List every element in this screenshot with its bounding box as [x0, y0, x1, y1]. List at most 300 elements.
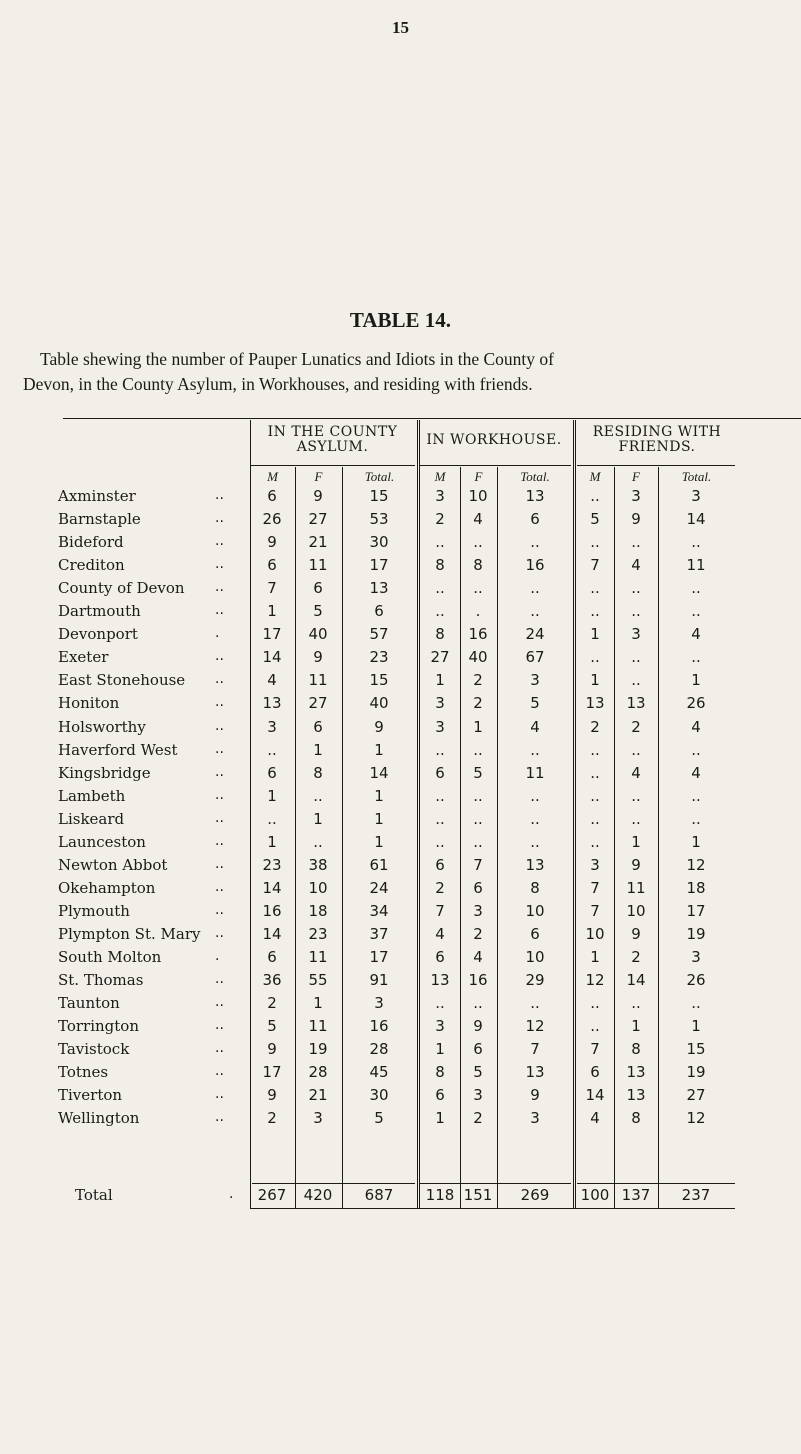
cell-value: 10 — [525, 902, 545, 920]
cell-value: 19 — [686, 1063, 706, 1081]
total-rule — [252, 1183, 415, 1184]
cell-value: 29 — [525, 971, 545, 989]
cell-value: 12 — [686, 856, 706, 874]
cell-value: 11 — [686, 556, 706, 574]
dot-leader: .. — [215, 694, 224, 710]
dot-leader: .. — [215, 994, 224, 1010]
row-name: Newton Abbot — [58, 856, 168, 874]
dot-leader: .. — [215, 764, 224, 780]
subheader-workhouse-total: Total. — [520, 469, 550, 484]
cell-value: .. — [590, 787, 600, 805]
cell-value: 15 — [369, 487, 389, 505]
dot-leader: .. — [215, 856, 224, 872]
cell-value: 8 — [530, 879, 540, 897]
row-name: Devonport — [58, 625, 138, 643]
row-name: Launceston — [58, 833, 146, 851]
cell-value: 6 — [267, 948, 277, 966]
table-row — [0, 902, 801, 924]
table-row — [0, 856, 801, 878]
cell-value: .. — [530, 994, 540, 1012]
cell-value: 4 — [435, 925, 445, 943]
cell-value: 8 — [631, 1109, 641, 1127]
total-row — [0, 1186, 801, 1208]
cell-value: 5 — [473, 1063, 483, 1081]
dot-leader: .. — [215, 787, 224, 803]
row-name: Dartmouth — [58, 602, 141, 620]
cell-value: 2 — [631, 948, 641, 966]
header-asylum-line-2: ASYLUM. — [296, 439, 369, 455]
cell-value: 1 — [374, 810, 384, 828]
cell-value: 9 — [267, 533, 277, 551]
cell-value: 24 — [525, 625, 545, 643]
row-name: Crediton — [58, 556, 125, 574]
cell-value: .. — [590, 833, 600, 851]
header-rule — [419, 465, 571, 466]
table-row — [0, 510, 801, 532]
cell-value: 13 — [525, 1063, 545, 1081]
cell-value: 1 — [267, 602, 277, 620]
row-name: St. Thomas — [58, 971, 144, 989]
cell-value: 7 — [590, 902, 600, 920]
cell-value: 24 — [369, 879, 389, 897]
cell-value: 16 — [369, 1017, 389, 1035]
header-asylum-line-1: IN THE COUNTY — [267, 424, 398, 440]
cell-value: .. — [590, 648, 600, 666]
cell-value: 40 — [369, 694, 389, 712]
cell-value: 1 — [590, 948, 600, 966]
cell-value: 13 — [585, 694, 605, 712]
row-name: Okehampton — [58, 879, 156, 897]
cell-value: 1 — [631, 1017, 641, 1035]
cell-value: 23 — [308, 925, 328, 943]
cell-value: 3 — [590, 856, 600, 874]
cell-value: 40 — [468, 648, 488, 666]
dot-leader: .. — [215, 1086, 224, 1102]
row-name: East Stonehouse — [58, 671, 186, 689]
cell-value: .. — [473, 994, 483, 1012]
row-name: Haverford West — [58, 741, 178, 759]
table-row — [0, 694, 801, 716]
cell-value: 4 — [691, 764, 701, 782]
subheader-friends-total: Total. — [681, 469, 712, 484]
total-rule — [577, 1183, 735, 1184]
cell-value: 420 — [303, 1186, 333, 1204]
cell-value: 28 — [369, 1040, 389, 1058]
cell-value: .. — [530, 741, 540, 759]
cell-value: 17 — [262, 1063, 282, 1081]
cell-value: 1 — [691, 671, 701, 689]
cell-value: 7 — [590, 1040, 600, 1058]
cell-value: 3 — [435, 718, 445, 736]
cell-value: 7 — [267, 579, 277, 597]
cell-value: 1 — [374, 741, 384, 759]
cell-value: 1 — [631, 833, 641, 851]
cell-value: 4 — [631, 556, 641, 574]
cell-value: .. — [313, 833, 323, 851]
subheader-workhouse-m: M — [434, 469, 446, 484]
cell-value: .. — [435, 994, 445, 1012]
cell-value: 37 — [369, 925, 389, 943]
cell-value: .. — [530, 579, 540, 597]
cell-value: 21 — [308, 1086, 328, 1104]
cell-value: 55 — [308, 971, 328, 989]
table-row — [0, 625, 801, 647]
cell-value: 4 — [473, 948, 483, 966]
cell-value: 3 — [530, 1109, 540, 1127]
cell-value: .. — [631, 648, 641, 666]
cell-value: 14 — [686, 510, 706, 528]
cell-value: 38 — [308, 856, 328, 874]
row-name: Lambeth — [58, 787, 126, 805]
cell-value: 267 — [257, 1186, 287, 1204]
page-number: 15 — [392, 18, 409, 37]
cell-value: 1 — [590, 671, 600, 689]
subheader-asylum-f: F — [314, 469, 323, 484]
table-row — [0, 579, 801, 601]
row-name: County of Devon — [58, 579, 185, 597]
cell-value: 2 — [590, 718, 600, 736]
cell-value: 3 — [267, 718, 277, 736]
cell-value: 237 — [681, 1186, 711, 1204]
cell-value: 4 — [691, 625, 701, 643]
cell-value: 6 — [267, 487, 277, 505]
row-name: Torrington — [58, 1017, 139, 1035]
header-workhouse — [419, 433, 569, 448]
table-row — [0, 602, 801, 624]
dot-leader: .. — [215, 648, 224, 664]
cell-value: 19 — [686, 925, 706, 943]
cell-value: 7 — [590, 879, 600, 897]
dot-leader: .. — [215, 925, 224, 941]
cell-value: 16 — [525, 556, 545, 574]
dot-leader: .. — [215, 487, 224, 503]
cell-value: 6 — [313, 718, 323, 736]
header-workhouse-line-1: IN WORKHOUSE. — [426, 432, 562, 448]
cell-value: 269 — [520, 1186, 550, 1204]
table-row — [0, 1063, 801, 1085]
table-row — [0, 879, 801, 901]
cell-value: 18 — [686, 879, 706, 897]
header-friends-line-1: RESIDING WITH — [592, 424, 722, 440]
cell-value: 11 — [525, 764, 545, 782]
cell-value: 17 — [369, 948, 389, 966]
cell-value: 2 — [473, 1109, 483, 1127]
row-name: Tavistock — [58, 1040, 130, 1058]
cell-value: 17 — [369, 556, 389, 574]
cell-value: 10 — [308, 879, 328, 897]
cell-value: .. — [530, 602, 540, 620]
cell-value: 6 — [530, 925, 540, 943]
cell-value: 3 — [691, 487, 701, 505]
cell-value: 14 — [262, 879, 282, 897]
cell-value: 13 — [525, 856, 545, 874]
cell-value: 45 — [369, 1063, 389, 1081]
cell-value: 11 — [308, 1017, 328, 1035]
header-friends-line-2: FRIENDS. — [618, 439, 696, 455]
cell-value: 3 — [691, 948, 701, 966]
cell-value: 53 — [369, 510, 389, 528]
cell-value: 57 — [369, 625, 389, 643]
cell-value: .. — [530, 810, 540, 828]
dot-leader: .. — [215, 879, 224, 895]
cell-value: 3 — [435, 1017, 445, 1035]
cell-value: 17 — [262, 625, 282, 643]
cell-value: .. — [267, 810, 277, 828]
caption — [23, 347, 801, 397]
cell-value: 1 — [435, 1109, 445, 1127]
caption-line-2: Devon, in the County Asylum, in Workhouses, and residing with friends. — [23, 374, 533, 394]
cell-value: 1 — [691, 1017, 701, 1035]
cell-value: 6 — [435, 1086, 445, 1104]
cell-value: .. — [530, 833, 540, 851]
row-name: South Molton — [58, 948, 162, 966]
table-row — [0, 741, 801, 763]
subheader-asylum-m: M — [267, 469, 278, 484]
cell-value: 5 — [374, 1109, 384, 1127]
row-name: Liskeard — [58, 810, 125, 828]
cell-value: 7 — [530, 1040, 540, 1058]
caption-line-1: Table shewing the number of Pauper Lunatics and Idiots in the County of — [40, 349, 554, 369]
cell-value: 3 — [473, 902, 483, 920]
cell-value: 23 — [369, 648, 389, 666]
cell-value: 6 — [435, 856, 445, 874]
cell-value: .. — [631, 787, 641, 805]
row-name: Barnstaple — [58, 510, 141, 528]
row-name: Tiverton — [58, 1086, 123, 1104]
cell-value: 687 — [364, 1186, 394, 1204]
cell-value: 3 — [473, 1086, 483, 1104]
cell-value: .. — [691, 810, 701, 828]
subheader-friends-m: M — [589, 469, 601, 484]
cell-value: 30 — [369, 1086, 389, 1104]
cell-value: 30 — [369, 533, 389, 551]
cell-value: 9 — [313, 648, 323, 666]
subheader-asylum-total: Total. — [364, 469, 395, 484]
cell-value: 19 — [308, 1040, 328, 1058]
cell-value: .. — [435, 533, 445, 551]
cell-value: . — [475, 602, 481, 620]
cell-value: 2 — [631, 718, 641, 736]
cell-value: .. — [530, 533, 540, 551]
cell-value: .. — [267, 741, 277, 759]
cell-value: .. — [313, 787, 323, 805]
dot-leader: .. — [215, 671, 224, 687]
cell-value: 13 — [369, 579, 389, 597]
cell-value: .. — [435, 602, 445, 620]
dot-leader: .. — [215, 533, 224, 549]
cell-value: 3 — [374, 994, 384, 1012]
dot-leader: .. — [215, 971, 224, 987]
cell-value: 27 — [308, 510, 328, 528]
cell-value: 11 — [308, 948, 328, 966]
cell-value: 14 — [369, 764, 389, 782]
row-name: Bideford — [58, 533, 124, 551]
table-row — [0, 948, 801, 970]
subheader-friends-f: F — [632, 469, 640, 484]
header-friends — [577, 425, 737, 455]
cell-value: 1 — [267, 833, 277, 851]
cell-value: 26 — [262, 510, 282, 528]
cell-value: 8 — [435, 1063, 445, 1081]
cell-value: 10 — [468, 487, 488, 505]
cell-value: 6 — [435, 948, 445, 966]
cell-value: .. — [631, 810, 641, 828]
cell-value: 4 — [691, 718, 701, 736]
cell-value: 3 — [631, 625, 641, 643]
table-row — [0, 556, 801, 578]
cell-value: 118 — [425, 1186, 455, 1204]
cell-value: 9 — [631, 856, 641, 874]
cell-value: .. — [691, 602, 701, 620]
dot-leader: .. — [215, 741, 224, 757]
cell-value: 11 — [626, 879, 646, 897]
cell-value: 5 — [313, 602, 323, 620]
cell-value: 13 — [626, 694, 646, 712]
cell-value: 2 — [267, 994, 277, 1012]
row-name: Plympton St. Mary — [58, 925, 201, 943]
cell-value: 13 — [430, 971, 450, 989]
row-name: Plymouth — [58, 902, 130, 920]
cell-value: .. — [435, 787, 445, 805]
cell-value: 1 — [267, 787, 277, 805]
cell-value: .. — [590, 741, 600, 759]
cell-value: .. — [530, 787, 540, 805]
cell-value: 16 — [468, 971, 488, 989]
cell-value: 40 — [308, 625, 328, 643]
cell-value: 11 — [308, 556, 328, 574]
cell-value: 10 — [626, 902, 646, 920]
cell-value: 9 — [631, 925, 641, 943]
cell-value: 15 — [369, 671, 389, 689]
cell-value: .. — [691, 787, 701, 805]
cell-value: 3 — [631, 487, 641, 505]
cell-value: .. — [590, 533, 600, 551]
cell-value: .. — [691, 579, 701, 597]
cell-value: 6 — [267, 764, 277, 782]
cell-value: 100 — [580, 1186, 610, 1204]
cell-value: 13 — [525, 487, 545, 505]
dot-leader: . — [229, 1186, 234, 1202]
cell-value: 27 — [308, 694, 328, 712]
table-row — [0, 833, 801, 855]
dot-leader: . — [215, 625, 220, 641]
cell-value: 1 — [691, 833, 701, 851]
cell-value: 5 — [530, 694, 540, 712]
table-row — [0, 1040, 801, 1062]
cell-value: 3 — [530, 671, 540, 689]
cell-value: 9 — [631, 510, 641, 528]
table-row — [0, 810, 801, 832]
dot-leader: .. — [215, 602, 224, 618]
cell-value: 12 — [585, 971, 605, 989]
cell-value: 61 — [369, 856, 389, 874]
row-name: Holsworthy — [58, 718, 146, 736]
cell-value: .. — [590, 602, 600, 620]
cell-value: 2 — [435, 879, 445, 897]
cell-value: 16 — [262, 902, 282, 920]
cell-value: .. — [631, 602, 641, 620]
cell-value: 14 — [626, 971, 646, 989]
row-name: Axminster — [58, 487, 136, 505]
table-row — [0, 671, 801, 693]
cell-value: 2 — [435, 510, 445, 528]
dot-leader: .. — [215, 1109, 224, 1125]
cell-value: 26 — [686, 694, 706, 712]
cell-value: 1 — [374, 833, 384, 851]
row-name: Exeter — [58, 648, 109, 666]
cell-value: .. — [435, 810, 445, 828]
dot-leader: .. — [215, 1040, 224, 1056]
cell-value: 10 — [585, 925, 605, 943]
cell-value: .. — [473, 533, 483, 551]
cell-value: .. — [473, 833, 483, 851]
table-row — [0, 971, 801, 993]
cell-value: 14 — [262, 925, 282, 943]
cell-value: 4 — [473, 510, 483, 528]
cell-value: 16 — [468, 625, 488, 643]
cell-value: 6 — [435, 764, 445, 782]
cell-value: 5 — [267, 1017, 277, 1035]
cell-value: 4 — [530, 718, 540, 736]
cell-value: 9 — [374, 718, 384, 736]
cell-value: 14 — [585, 1086, 605, 1104]
dot-leader: .. — [215, 510, 224, 526]
total-rule — [420, 1183, 571, 1184]
table-row — [0, 764, 801, 786]
subheader-workhouse-f: F — [474, 469, 483, 484]
cell-value: .. — [473, 741, 483, 759]
cell-value: 3 — [313, 1109, 323, 1127]
cell-value: 5 — [473, 764, 483, 782]
row-name: Wellington — [58, 1109, 140, 1127]
table-row — [0, 533, 801, 555]
cell-value: 7 — [473, 856, 483, 874]
cell-value: .. — [631, 579, 641, 597]
cell-value: 10 — [525, 948, 545, 966]
cell-value: .. — [691, 648, 701, 666]
cell-value: 151 — [463, 1186, 493, 1204]
cell-value: 18 — [308, 902, 328, 920]
cell-value: 8 — [631, 1040, 641, 1058]
row-name: Kingsbridge — [58, 764, 151, 782]
cell-value: .. — [590, 764, 600, 782]
table-row — [0, 648, 801, 670]
cell-value: .. — [631, 671, 641, 689]
cell-value: 9 — [267, 1086, 277, 1104]
cell-value: 1 — [473, 718, 483, 736]
cell-value: 137 — [621, 1186, 651, 1204]
dot-leader: .. — [215, 833, 224, 849]
cell-value: .. — [590, 994, 600, 1012]
cell-value: 4 — [267, 671, 277, 689]
cell-value: 1 — [590, 625, 600, 643]
cell-value: .. — [473, 787, 483, 805]
cell-value: .. — [691, 533, 701, 551]
cell-value: 6 — [530, 510, 540, 528]
table-row — [0, 994, 801, 1016]
cell-value: 4 — [631, 764, 641, 782]
table-row — [0, 925, 801, 947]
table-bottom-rule — [250, 1208, 735, 1209]
cell-value: .. — [590, 1017, 600, 1035]
dot-leader: .. — [215, 1063, 224, 1079]
cell-value: 67 — [525, 648, 545, 666]
row-name: Taunton — [58, 994, 120, 1012]
cell-value: 6 — [590, 1063, 600, 1081]
cell-value: .. — [435, 741, 445, 759]
cell-value: 3 — [435, 487, 445, 505]
cell-value: .. — [691, 741, 701, 759]
